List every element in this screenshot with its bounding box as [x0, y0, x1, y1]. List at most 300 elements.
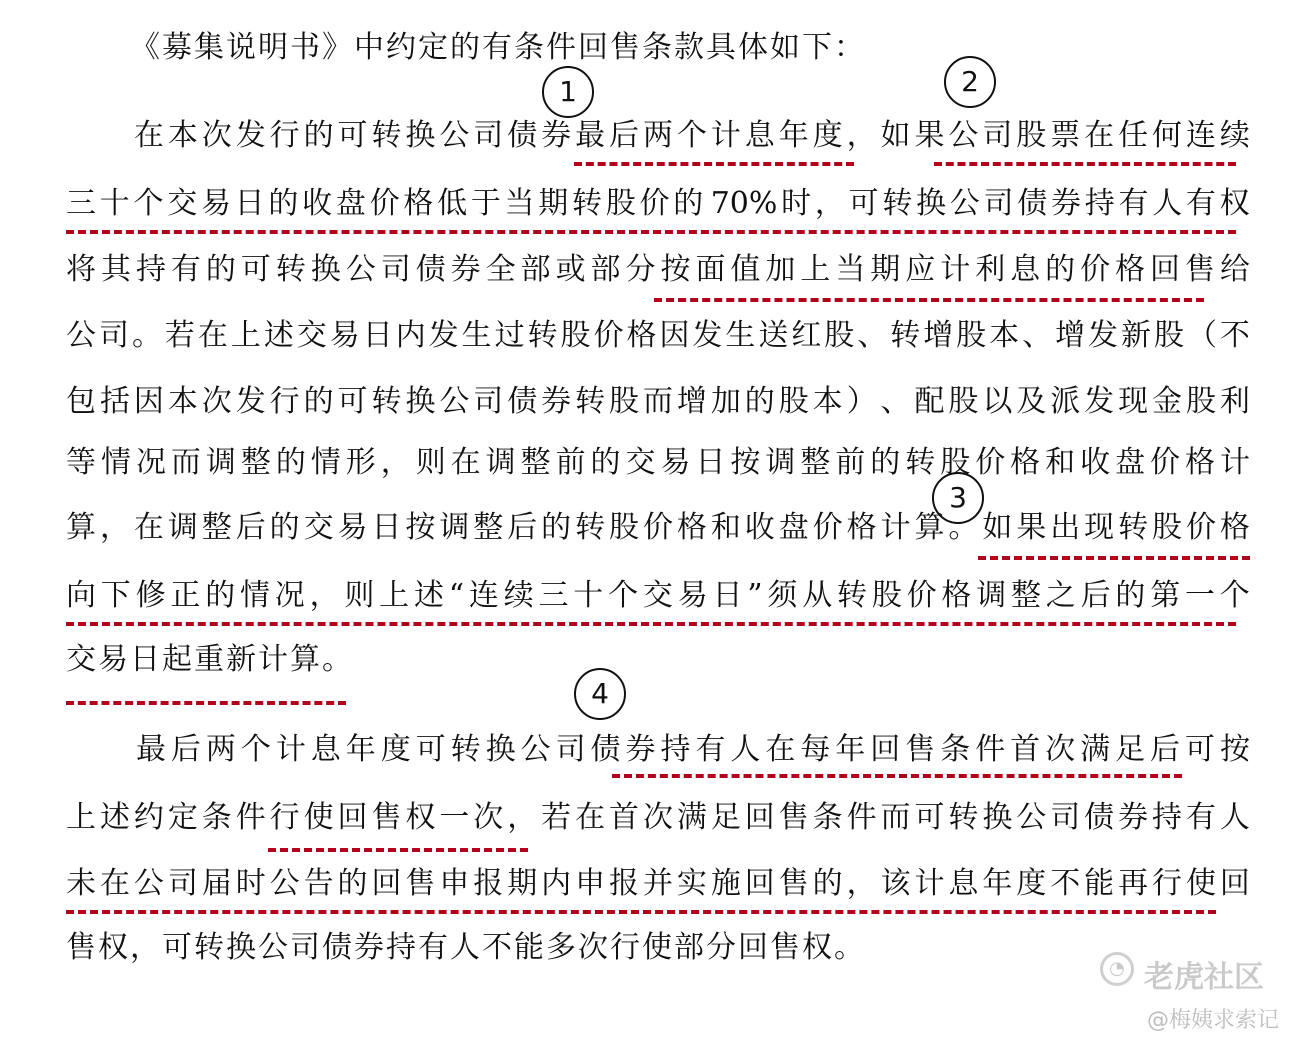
- text-char: 条: [201, 800, 232, 835]
- text-char: 两: [205, 732, 236, 767]
- text-char: 新: [1121, 318, 1151, 353]
- text-char: 售: [371, 800, 402, 835]
- text-char: 个: [240, 732, 271, 767]
- text-char: 。: [834, 930, 864, 965]
- text-char: 后: [1150, 732, 1181, 767]
- text-char: 次: [578, 930, 608, 965]
- text-char: 最: [575, 118, 606, 153]
- text-line: [66, 928, 1250, 968]
- text-char: 年: [982, 866, 1013, 901]
- text-char: 有: [1118, 186, 1149, 221]
- text-char: 转: [527, 318, 558, 353]
- text-char: 格: [1185, 445, 1215, 480]
- text-char: 从: [802, 578, 833, 613]
- text-char: 债: [507, 118, 538, 153]
- text-char: 转: [882, 186, 913, 221]
- text-char: 时: [235, 866, 266, 901]
- text-char: 当: [835, 252, 866, 287]
- text-char: 股: [956, 318, 987, 353]
- text-char: 下: [802, 30, 832, 65]
- text-char: 向: [66, 578, 96, 613]
- text-char: 息: [744, 118, 775, 153]
- text-char: 的: [812, 866, 843, 901]
- text-char: 券: [1118, 800, 1149, 835]
- text-char: 行: [269, 800, 300, 835]
- text-char: 增: [923, 318, 954, 353]
- text-char: 将: [66, 252, 96, 287]
- text-char: 告: [303, 866, 334, 901]
- text-char: ，: [846, 118, 877, 153]
- text-char: 司: [473, 118, 504, 153]
- text-char: 售: [778, 866, 809, 901]
- text-char: 部: [520, 252, 551, 287]
- text-char: 利: [975, 252, 1006, 287]
- text-char: 发: [1084, 384, 1115, 419]
- text-char: 。: [948, 510, 979, 545]
- text-char: 券: [354, 930, 384, 965]
- text-char: 再: [1118, 866, 1149, 901]
- text-char: 具: [706, 30, 736, 65]
- text-char: 次: [201, 118, 232, 153]
- text-char: 足: [710, 800, 741, 835]
- text-char: 调: [439, 510, 470, 545]
- text-char: 前: [555, 445, 586, 480]
- text-char: 可: [848, 186, 879, 221]
- text-char: 换: [405, 118, 436, 153]
- text-char: 果: [1016, 510, 1047, 545]
- text-char: 回: [744, 866, 775, 901]
- text-char: 体: [738, 30, 768, 65]
- text-line: [66, 250, 1250, 290]
- text-char: 给: [1219, 252, 1250, 287]
- text-char: ：: [834, 30, 864, 65]
- text-char: 售: [405, 866, 436, 901]
- text-char: 如: [770, 30, 800, 65]
- marker-2: 2: [944, 56, 996, 108]
- text-char: 司: [380, 252, 411, 287]
- text-char: 的: [590, 445, 621, 480]
- text-char: 价: [1185, 510, 1216, 545]
- text-char: 和: [710, 510, 741, 545]
- text-char: 之: [1045, 578, 1076, 613]
- text-char: 转: [948, 800, 979, 835]
- text-char: 以: [982, 384, 1013, 419]
- text-char: 、: [880, 384, 911, 419]
- text-char: 转: [575, 384, 606, 419]
- text-char: 有: [170, 252, 201, 287]
- text-char: 使: [1185, 866, 1216, 901]
- text-char: 在: [765, 732, 796, 767]
- text-char: 的: [337, 866, 368, 901]
- text-char: 易: [660, 445, 691, 480]
- text-char: 换: [485, 732, 516, 767]
- text-char: 条: [940, 732, 971, 767]
- text-char: 转: [575, 510, 606, 545]
- text-char: 售: [66, 930, 96, 965]
- underline-2b: [66, 230, 1236, 234]
- text-char: 不: [1219, 318, 1250, 353]
- text-char: 调: [167, 510, 198, 545]
- text-char: 回: [1150, 252, 1181, 287]
- underline-3c: [66, 701, 346, 705]
- text-char: 司: [1050, 800, 1081, 835]
- text-char: 增: [676, 384, 707, 419]
- text-char: 内: [395, 318, 426, 353]
- text-char: 过: [494, 318, 525, 353]
- text-char: 明: [258, 30, 288, 65]
- text-char: 股: [1153, 318, 1184, 353]
- text-char: 的: [1115, 578, 1146, 613]
- text-char: [101, 730, 131, 770]
- marker-4: 4: [574, 668, 626, 720]
- text-char: 最: [135, 732, 166, 767]
- text-char: 易: [337, 510, 368, 545]
- text-char: 售: [1185, 252, 1215, 287]
- text-char: 本: [167, 118, 198, 153]
- text-char: 价: [1080, 252, 1111, 287]
- text-char: ，: [99, 510, 130, 545]
- text-char: 司: [98, 318, 129, 353]
- text-char: 约: [133, 800, 164, 835]
- text-char: 股: [948, 384, 979, 419]
- text-char: 况: [135, 445, 166, 480]
- text-char: 价: [369, 186, 400, 221]
- text-char: 权: [405, 800, 436, 835]
- text-char: 人: [450, 930, 480, 965]
- text-char: 年: [835, 732, 866, 767]
- text-char: 派: [1050, 384, 1081, 419]
- text-char: 调: [485, 445, 516, 480]
- text-char: 70%: [710, 186, 778, 221]
- text-char: 司: [983, 186, 1014, 221]
- text-char: 或: [555, 252, 586, 287]
- text-char: 等: [66, 445, 96, 480]
- text-char: 权: [98, 930, 128, 965]
- text-char: 个: [1219, 578, 1250, 613]
- text-char: 第: [1150, 578, 1181, 613]
- text-char: 转: [371, 384, 402, 419]
- text-char: 权: [802, 930, 832, 965]
- text-line: [66, 443, 1250, 483]
- text-char: 的: [1045, 252, 1076, 287]
- text-char: 中: [354, 30, 384, 65]
- text-char: 的: [870, 445, 901, 480]
- text-char: 配: [914, 384, 945, 419]
- text-char: [100, 116, 130, 156]
- text-char: 计: [258, 642, 288, 677]
- text-char: 况: [274, 578, 305, 613]
- text-char: 期: [507, 866, 538, 901]
- text-char: 每: [800, 732, 831, 767]
- text-char: 计: [880, 510, 911, 545]
- text-char: 度: [812, 118, 843, 153]
- text-char: 连: [468, 578, 499, 613]
- text-char: 本: [989, 318, 1020, 353]
- text-char: 权: [1219, 186, 1250, 221]
- text-char: 可: [162, 930, 192, 965]
- text-char: 格: [1115, 252, 1146, 287]
- text-char: 的: [205, 252, 236, 287]
- text-char: 次: [201, 384, 232, 419]
- text-char: 券: [541, 384, 572, 419]
- text-char: 增: [1055, 318, 1086, 353]
- text-char: 应: [905, 252, 936, 287]
- text-line: [66, 508, 1250, 548]
- text-line: [66, 116, 1250, 156]
- text-char: 公: [66, 318, 96, 353]
- text-char: 本: [812, 384, 843, 419]
- text-char: 一: [439, 800, 470, 835]
- text-char: 交: [66, 642, 96, 677]
- text-char: 转: [1118, 510, 1149, 545]
- underline-4b: [268, 848, 528, 852]
- text-char: 低: [437, 186, 468, 221]
- text-char: 行: [610, 930, 640, 965]
- text-char: 申: [575, 866, 606, 901]
- text-char: 修: [135, 578, 166, 613]
- text-char: 格: [941, 578, 972, 613]
- text-char: 持: [386, 930, 416, 965]
- text-char: 公: [439, 384, 470, 419]
- text-char: 股: [1016, 118, 1047, 153]
- text-char: 股: [940, 445, 971, 480]
- text-char: 价: [642, 510, 673, 545]
- text-char: 如: [982, 510, 1013, 545]
- text-char: 格: [1010, 445, 1041, 480]
- text-char: 易: [677, 578, 708, 613]
- text-line: [66, 640, 1250, 680]
- text-char: 后: [235, 510, 266, 545]
- text-char: [98, 28, 128, 68]
- text-line: [66, 576, 1250, 616]
- text-char: 有: [1185, 186, 1216, 221]
- text-char: 日: [371, 510, 402, 545]
- text-char: 发: [428, 318, 459, 353]
- text-char: 分: [625, 252, 656, 287]
- text-char: 收: [302, 186, 333, 221]
- text-char: 、: [1022, 318, 1053, 353]
- text-char: 交: [625, 445, 656, 480]
- text-char: 若: [541, 800, 572, 835]
- text-char: 发: [1088, 318, 1119, 353]
- text-char: 整: [1011, 578, 1041, 613]
- text-char: ，: [814, 186, 845, 221]
- text-char: 而: [170, 445, 201, 480]
- text-char: 满: [1080, 732, 1111, 767]
- text-char: 。: [131, 318, 162, 353]
- text-char: 回: [744, 800, 775, 835]
- text-char: 回: [578, 30, 608, 65]
- text-char: 。: [322, 642, 352, 677]
- text-line: [66, 184, 1250, 224]
- text-char: 整: [520, 445, 551, 480]
- text-char: 情: [310, 445, 341, 480]
- text-char: ，: [380, 445, 411, 480]
- text-char: 件: [546, 30, 576, 65]
- text-char: 转: [275, 252, 306, 287]
- text-char: 当: [504, 186, 535, 221]
- text-char: 红: [791, 318, 822, 353]
- text-char: 债: [590, 732, 621, 767]
- text-char: “: [448, 578, 465, 613]
- text-char: 现: [1084, 510, 1115, 545]
- text-char: 形: [345, 445, 376, 480]
- text-char: 持: [1084, 186, 1115, 221]
- text-char: 首: [609, 800, 639, 835]
- text-char: 加: [710, 384, 741, 419]
- text-char: 价: [1150, 445, 1181, 480]
- text-char: 的: [275, 445, 306, 480]
- text-char: 按: [405, 510, 436, 545]
- text-char: 三: [66, 186, 96, 221]
- text-char: 回: [337, 800, 368, 835]
- text-char: 格: [626, 318, 657, 353]
- text-char: 日: [712, 578, 743, 613]
- text-char: 息: [1010, 252, 1041, 287]
- text-char: 面: [695, 252, 726, 287]
- text-char: 易: [98, 642, 128, 677]
- text-char: 度: [380, 732, 411, 767]
- text-char: 股: [605, 186, 636, 221]
- marker-3: 3: [932, 472, 984, 524]
- text-char: 全: [485, 252, 516, 287]
- text-char: ”: [747, 578, 763, 613]
- text-char: 在: [575, 800, 606, 835]
- text-char: 新: [226, 642, 256, 677]
- text-char: 股: [871, 578, 902, 613]
- text-char: 日: [130, 642, 160, 677]
- text-char: 人: [1219, 800, 1250, 835]
- text-char: 行: [1152, 866, 1182, 901]
- text-char: 公: [258, 930, 288, 965]
- text-char: 票: [1050, 118, 1081, 153]
- text-char: 在: [133, 510, 164, 545]
- text-char: 公: [949, 186, 980, 221]
- text-char: 行: [269, 384, 300, 419]
- text-char: 的: [268, 186, 299, 221]
- text-char: 次: [473, 800, 504, 835]
- text-char: 行: [269, 118, 300, 153]
- text-char: 上: [800, 252, 831, 287]
- text-char: 《: [130, 30, 160, 65]
- text-char: 换: [226, 930, 256, 965]
- text-char: 次: [642, 800, 673, 835]
- text-char: 分: [706, 930, 736, 965]
- text-char: 可: [914, 800, 945, 835]
- text-char: 并: [642, 866, 673, 901]
- text-char: 格: [1219, 510, 1250, 545]
- text-char: 若: [164, 318, 195, 353]
- text-char: 连: [1185, 118, 1216, 153]
- text-char: 在: [1084, 118, 1115, 153]
- text-char: 果: [914, 118, 945, 153]
- text-char: 有: [418, 930, 448, 965]
- text-char: 情: [100, 445, 131, 480]
- text-char: [66, 28, 96, 68]
- text-char: 书: [290, 30, 320, 65]
- text-char: 息: [310, 732, 341, 767]
- text-char: 因: [133, 384, 164, 419]
- text-char: 因: [659, 318, 690, 353]
- text-char: 续: [503, 578, 534, 613]
- text-char: 时: [781, 186, 812, 221]
- text-char: 期: [538, 186, 569, 221]
- text-char: 股: [560, 318, 591, 353]
- text-char: 计: [710, 118, 741, 153]
- text-char: 两: [642, 118, 673, 153]
- text-char: 个: [133, 186, 164, 221]
- text-char: 发: [235, 384, 266, 419]
- text-char: 内: [541, 866, 572, 901]
- text-char: 易: [329, 318, 360, 353]
- text-char: 券: [625, 732, 656, 767]
- text-char: 售: [610, 30, 640, 65]
- text-char: 司: [290, 930, 320, 965]
- text-char: 的: [303, 118, 334, 153]
- text-char: 售: [778, 800, 809, 835]
- text-char: 于: [470, 186, 501, 221]
- underline-2c: [654, 298, 1204, 302]
- text-char: 述: [263, 318, 294, 353]
- text-char: 算: [290, 642, 320, 677]
- text-char: 约: [386, 30, 416, 65]
- text-char: 申: [439, 866, 470, 901]
- text-char: 年: [345, 732, 376, 767]
- text-char: 的: [744, 384, 775, 419]
- text-char: 计: [914, 866, 945, 901]
- text-char: 转: [890, 318, 921, 353]
- text-char: 发: [692, 318, 723, 353]
- text-char: 续: [1219, 118, 1250, 153]
- text-char: 起: [162, 642, 192, 677]
- text-char: 不: [482, 930, 512, 965]
- text-char: 股: [778, 384, 809, 419]
- text-char: 算: [914, 510, 945, 545]
- text-char: 的: [673, 186, 704, 221]
- text-char: 说: [226, 30, 256, 65]
- text-char: 转: [450, 732, 481, 767]
- text-char: 件: [846, 800, 877, 835]
- text-char: 转: [371, 118, 402, 153]
- text-char: 该: [880, 866, 911, 901]
- text-char: 在: [450, 445, 481, 480]
- text-char: 次: [1045, 732, 1076, 767]
- text-char: 股: [1185, 384, 1216, 419]
- text-char: 度: [1016, 866, 1047, 901]
- text-char: 后: [170, 732, 201, 767]
- text-char: 司: [982, 118, 1013, 153]
- text-char: 价: [812, 510, 843, 545]
- text-char: （: [1186, 318, 1217, 353]
- text-char: 格: [676, 510, 707, 545]
- text-char: 送: [758, 318, 789, 353]
- text-char: 调: [205, 445, 236, 480]
- text-char: 债: [322, 930, 352, 965]
- text-char: 可: [1185, 732, 1215, 767]
- text-char: 任: [1118, 118, 1149, 153]
- text-char: 人: [730, 732, 761, 767]
- text-char: 债: [1017, 186, 1048, 221]
- text-char: 券: [541, 118, 572, 153]
- text-char: 届: [201, 866, 232, 901]
- marker-1: 1: [542, 66, 594, 118]
- text-char: 券: [1050, 186, 1081, 221]
- text-char: 述: [99, 800, 130, 835]
- text-char: 持: [1152, 800, 1182, 835]
- text-char: 而: [642, 384, 673, 419]
- text-char: 个: [676, 118, 707, 153]
- text-char: 售: [770, 930, 800, 965]
